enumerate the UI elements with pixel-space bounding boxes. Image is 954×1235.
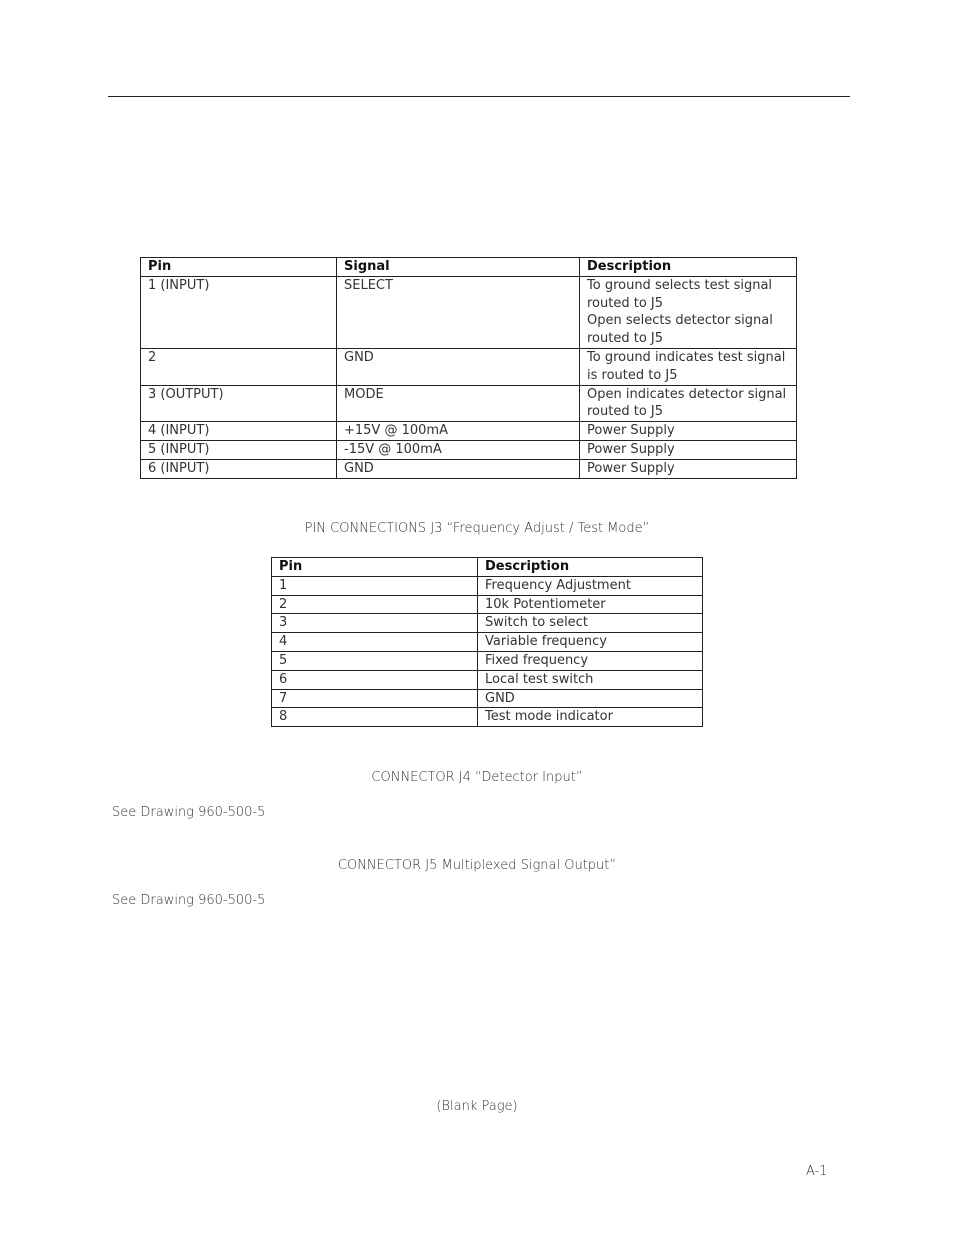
j3-caption: PIN CONNECTIONS J3 “Frequency Adjust / Test Mode”: [304, 521, 650, 536]
column-header-signal: Signal: [337, 258, 580, 277]
pin-cell: 8: [272, 708, 478, 727]
description-line: Open selects detector signal: [587, 313, 773, 329]
table-row: [272, 614, 703, 633]
pin-cell: 4 (INPUT): [141, 422, 337, 441]
pin-cell: 1 (INPUT): [141, 276, 337, 348]
description-cell: Local test switch: [478, 670, 703, 689]
blank-page-label: (Blank Page): [436, 1099, 518, 1114]
description-cell: Fixed frequency: [478, 651, 703, 670]
table-row: [141, 348, 797, 385]
description-line: To ground indicates test signal: [587, 349, 786, 365]
description-line: Power Supply: [587, 423, 675, 439]
table-row: [272, 595, 703, 614]
pin-cell: 5: [272, 651, 478, 670]
table-row: [272, 708, 703, 727]
j2-pin-table: [140, 257, 797, 479]
table-header-row: [272, 558, 703, 577]
column-header-pin: Pin: [141, 258, 337, 277]
description-cell: Switch to select: [478, 614, 703, 633]
description-line: Power Supply: [587, 460, 675, 476]
column-header-description: Description: [580, 258, 797, 277]
description-cell: [580, 440, 797, 459]
description-line: routed to J5: [587, 295, 664, 311]
pin-cell: 7: [272, 689, 478, 708]
table-row: [272, 670, 703, 689]
description-cell: [580, 348, 797, 385]
signal-cell: -15V @ 100mA: [337, 440, 580, 459]
table-row: [141, 276, 797, 348]
table-row: [141, 459, 797, 478]
column-header-pin: Pin: [272, 558, 478, 577]
description-line: routed to J5: [587, 404, 664, 420]
signal-cell: SELECT: [337, 276, 580, 348]
description-cell: [580, 276, 797, 348]
signal-cell: MODE: [337, 385, 580, 422]
table-row: [141, 422, 797, 441]
column-header-description: Description: [478, 558, 703, 577]
signal-cell: +15V @ 100mA: [337, 422, 580, 441]
description-cell: [580, 385, 797, 422]
table-row: [141, 440, 797, 459]
j5-drawing-note: See Drawing 960-500-5: [112, 893, 266, 908]
description-line: Power Supply: [587, 441, 675, 457]
description-cell: Variable frequency: [478, 633, 703, 652]
pin-cell: 3 (OUTPUT): [141, 385, 337, 422]
description-line: Open indicates detector signal: [587, 386, 787, 402]
header-rule: [108, 96, 850, 97]
description-cell: [580, 422, 797, 441]
description-cell: GND: [478, 689, 703, 708]
table-row: [141, 385, 797, 422]
j4-caption: CONNECTOR J4 “Detector Input”: [371, 770, 583, 785]
table-row: [272, 576, 703, 595]
j5-caption: CONNECTOR J5 Multiplexed Signal Output”: [337, 858, 617, 873]
signal-cell: GND: [337, 348, 580, 385]
pin-cell: 2: [141, 348, 337, 385]
table-row: [272, 633, 703, 652]
pin-cell: 2: [272, 595, 478, 614]
pin-cell: 3: [272, 614, 478, 633]
description-line: To ground selects test signal: [587, 277, 773, 293]
pin-cell: 6: [272, 670, 478, 689]
table-row: [272, 651, 703, 670]
j3-pin-table: [271, 557, 703, 727]
pin-cell: 4: [272, 633, 478, 652]
description-cell: Frequency Adjustment: [478, 576, 703, 595]
description-line: is routed to J5: [587, 367, 678, 383]
pin-cell: 6 (INPUT): [141, 459, 337, 478]
signal-cell: GND: [337, 459, 580, 478]
description-line: routed to J5: [587, 331, 664, 347]
description-cell: [580, 459, 797, 478]
j4-drawing-note: See Drawing 960-500-5: [112, 805, 266, 820]
page-number: A-1: [806, 1164, 828, 1179]
table-row: [272, 689, 703, 708]
description-cell: 10k Potentiometer: [478, 595, 703, 614]
pin-cell: 1: [272, 576, 478, 595]
pin-cell: 5 (INPUT): [141, 440, 337, 459]
table-header-row: [141, 258, 797, 277]
description-cell: Test mode indicator: [478, 708, 703, 727]
